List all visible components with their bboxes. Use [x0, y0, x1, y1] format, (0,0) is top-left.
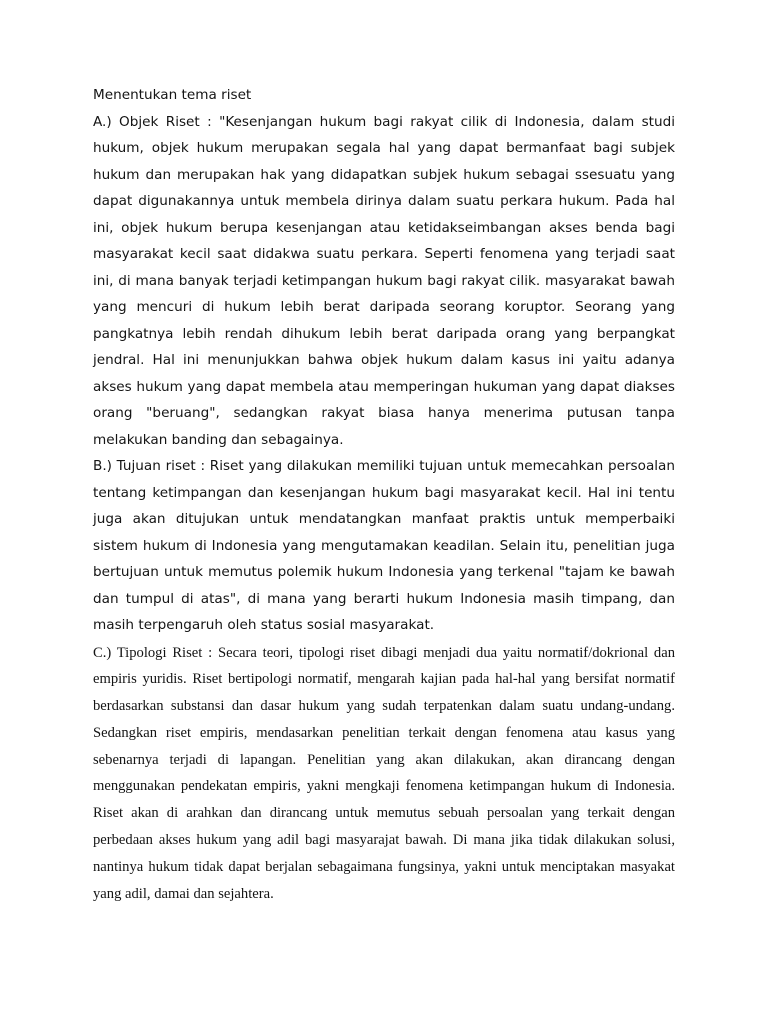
paragraph-objek-riset: A.) Objek Riset : "Kesenjangan hukum bagi rakyat cilik di Indonesia, dalam studi hukum, objek hukum merupakan segala hal yang dapat bermanfaat bagi subjek hukum dan merupakan hak yang didapatkan subjek hukum sebagai ssesuatu yang dapat digunakannya untuk membela dirinya dalam suatu perkara hukum. Pada hal ini, objek hukum berupa kesenjangan atau ketidakseimbangan akses benda bagi masyarakat kecil saat didakwa suatu perkara. Seperti fenomena yang terjadi saat ini, di mana banyak terjadi ketimpangan hukum bagi rakyat cilik. masyarakat bawah yang mencuri di hukum lebih berat daripada seorang koruptor. Seorang yang pangkatnya lebih rendah dihukum lebih berat daripada orang yang berpangkat jendral. Hal ini menunjukkan bahwa objek hukum dalam kasus ini yaitu adanya akses hukum yang dapat membela atau memperingan hukuman yang dapat diakses orang "beruang", sedangkan rakyat biasa hanya menerima putusan tanpa melakukan banding dan sebagainya.: [93, 113, 675, 448]
document-page: [93, 82, 675, 907]
paragraph-tipologi-riset: C.) Tipologi Riset : Secara teori, tipologi riset dibagi menjadi dua yaitu normatif/dokrional dan empiris yuridis. Riset bertipologi normatif, mengarah kajian pada hal-hal yang bersifat normatif berdasarkan substansi dan dasar hukum yang sudah terpatenkan dalam suatu undang-undang. Sedangkan riset empiris, mendasarkan penelitian terkait dengan fenomena atau kasus yang sebenarnya terjadi di lapangan. Penelitian yang akan dilakukan, akan dirancang dengan menggunakan pendekatan empiris, yakni mengkaji fenomena ketimpangan hukum di Indonesia. Riset akan di arahkan dan dirancang untuk memutus sebuah persoalan yang terkait dengan perbedaan akses hukum yang adil bagi masyarajat bawah. Di mana jika tidak dilakukan solusi, nantinya hukum tidak dapat berjalan sebagaimana fungsinya, yakni untuk menciptakan masyakat yang adil, damai dan sejahtera.: [93, 644, 675, 902]
document-heading: Menentukan tema riset: [93, 87, 252, 103]
paragraph-tujuan-riset: B.) Tujuan riset : Riset yang dilakukan memiliki tujuan untuk memecahkan persoalan tentang ketimpangan dan kesenjangan hukum bagi masyarakat kecil. Hal ini tentu juga akan ditujukan untuk mendatangkan manfaat praktis untuk memperbaiki sistem hukum di Indonesia yang mengutamakan keadilan. Selain itu, penelitian juga bertujuan untuk memutus polemik hukum Indonesia yang terkenal "tajam ke bawah dan tumpul di atas", di mana yang berarti hukum Indonesia masih timpang, dan masih terpengaruh oleh status sosial masyarakat.: [93, 458, 675, 633]
